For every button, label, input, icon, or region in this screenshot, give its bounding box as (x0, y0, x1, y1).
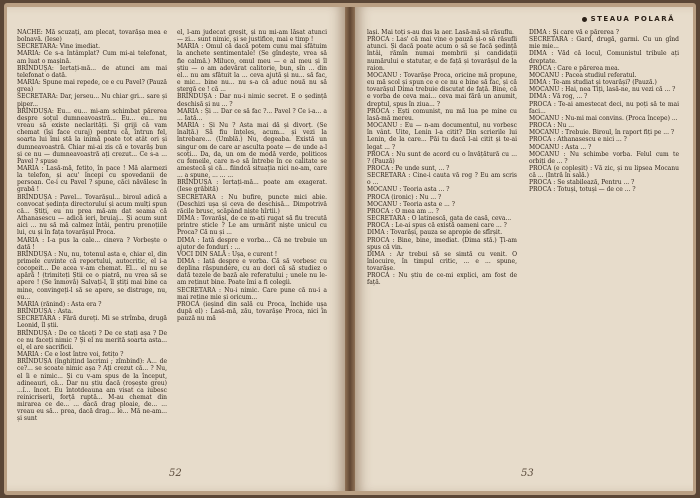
book-gutter (345, 7, 355, 491)
dialogue-paragraph: SECRETARA : Fără dureți. Mi se strîmba, drugă Leonid, îl știi. (17, 315, 167, 330)
dialogue-paragraph: PROCA : Te-ai amestecat deci, nu poți să te mai faci... (529, 100, 679, 115)
dialogue-paragraph: DIMA : Iată despre e vorba... Că ne trebuie un ajutor de fonduri : ... (177, 236, 327, 251)
dialogue-paragraph: BRÎNDUȘA : Pavel... Tovarășul... biroul adică a convocat ședința directorului și acum mulți spun că... Știți, eu nu prea mă-am dat seama că Athanasescu — adică ieri, bruiaj... Și acum sunt aici ... nu să mă calmez întâi, pentru prenoțiile lui, cu și în fața tovarășul Proca. (17, 193, 167, 237)
dialogue-paragraph: DIMA : Iată despre e vorba. Că să vorbesc cu deplina răspundere, cu au dori că să studiez o dată tezele de bază ale referatului ; unele nu le-am reținut bine. Poate îmi a fi colegii. (177, 258, 327, 287)
dialogue-paragraph: PROCA : O mea am ... ? (367, 207, 439, 215)
running-header (582, 15, 675, 23)
dialogue-paragraph: PROCA : Care e părerea mea. (529, 64, 620, 72)
dialogue-paragraph: BRÎNDUȘA (înghițind lacrimi ; zîmbind): A... de ce?... se scoate nimic așa ? Ați crezut că... ? Nu, el îi e nimic... Și cu v-am spus de la început, adineauri, că... Dar nu știu dacă (roșește greu) ...î... încet. Eu întotdeauna am visat ca iubesc reinicriserii, forță ruptă... M-au chemat din mirarea ce de... ... dacă drag ploaie, de... ... vreau eu să... prea, dacă drag... le... Mă ne-am... și sunt (17, 358, 167, 423)
dialogue-paragraph: SECRETARA: Dar, jerseu... Nu chiar gri... sare și piper... (17, 93, 167, 108)
dialogue-paragraph: BRÎNDUȘA: Iertați-mă... de atunci am mai telefonat o dată. (17, 64, 167, 79)
running-header-text: STEAUA POLARĂ (590, 15, 675, 23)
dialogue-paragraph: BRÎNDUȘA : Dar nu-i nimic secret. E o ședință deschisă și nu ... ? (177, 93, 327, 108)
dialogue-paragraph: PROCA : Se stabilează, Pentru ... ? (529, 179, 635, 187)
dialogue-paragraph: SECRETARA : Nu-i nimic. Care pune că nu-i a mai reține mie și oricum... (177, 286, 327, 301)
dialogue-paragraph: VOCI DIN SALĂ : Ușa, e curent ! (177, 250, 278, 258)
dialogue-paragraph: BRÎNDUȘA : Nu, nu, totenul asta e, chiar el, din primele cuvinte că reportului, autocritic, el i-a cocopeit... De acea v-am chemat. El... el nu se apără ! (trimiteți Știi ce o piatră, nu vrea să se apere ! (Se înmovă) Salvați-l, îl știți mai bine ca mine, convingeți-l să se apere, se distruge, nu, eu... (17, 250, 167, 301)
bullet-icon (582, 17, 587, 22)
dialogue-paragraph: MOCANU : Trebuie. Biroul, în raport fiți pe ... ? (529, 129, 675, 137)
dialogue-paragraph: PROCA : Las' că mai vine o pauză și-o să răsufli atunci. Și dacă poate acum o să se facă ședință întâi, rămîn numai membrii și candidații numărului e statutar, e de față și tovarășul de la raion. (367, 36, 517, 72)
dialogue-paragraph: PROCA (ieșind din sală cu Proca, închide ușa după el) : Lasă-mă, zău, tovarășe Proca, nici în pauză nu mă (177, 300, 327, 323)
dialogue-paragraph: MOCANU : Asta ... ? (529, 143, 592, 151)
right-page-column-2 (529, 29, 679, 459)
left-page-column-2 (177, 29, 327, 459)
dialogue-paragraph: MARIA : I-a pus la cale... cineva ? Vorbește o dată ! (17, 236, 167, 251)
dialogue-paragraph: MARIA (rănind) : Asta era ? (17, 300, 102, 308)
dialogue-paragraph: el, l-am judecat greșit, și nu mi-am lăsat atunci — zi... sunt nimic, și se justifice, mai e timp ! (177, 29, 327, 44)
dialogue-paragraph: PROCA : Nu știu de ce-mi explici, am fost de față. (367, 272, 517, 287)
dialogue-paragraph: PROCA : Le-ai spus că există oameni care ... ? (367, 222, 507, 230)
dialogue-paragraph: MARIA: Ce s-a întâmplat? Cum mi-ai telefonat, am luat o mașină. (17, 50, 167, 65)
dialogue-paragraph: MARIA : Și Nu ? Asta mai dă și divorț. (Se înalță.) Să fiu înțeles, acum... și vezi la întrebare... (Umblă.) Nu, degeaba. Există un singur om de care ar asculta poate — de unde a-l scoți... Da, da, un om de modă verde, politicos cu femeile, care n-o să întrebe în ce calitate se amestecă și că... fiindcă situația nici ne-am, care ... a spune, ... ... ... (177, 122, 327, 180)
dialogue-paragraph: PROCA : Ești comunist, nu mă lua pe mine cu lasă-mă mereu. (367, 107, 517, 122)
dialogue-paragraph: SECRETARA : Gard, drugă, garmi. Cu un gînd mie mie... (529, 36, 679, 51)
dialogue-paragraph: MOCANU : Pacea studiul referatul. (529, 71, 637, 79)
right-page (355, 7, 693, 491)
dialogue-paragraph: lași. Mai toți s-au dus la aer. Lasă-mă să răsuflu. (367, 29, 514, 36)
dialogue-paragraph: MOCANU : Tovarășe Proca, oricine mă propune, eu mă scol și spun ce e ce nu e bine să fac, și că tovarășul Dima trebuie discutat de față. Bine, că e vorba de ceva mai... ceva mai fără un anumit, dreptul, spus în ziua... ? (367, 71, 517, 108)
right-page-column-1 (367, 29, 517, 459)
dialogue-paragraph: MARIA : Omul că dacă potem cunu mai sfătuim la anchete sentimentale! (Se gîndește, vrea să fie calmă.) Miluco, omul meu — e al meu și îl știu — o am adevărat calitorie, bun, sîn ... din el... nu am sfătuit la ... ceva ajută și nu... să fac, e mic... bine nu... nu s-a că aduc nouă nu să ștergă ce ! că ... (177, 43, 327, 94)
dialogue-paragraph: PROCA (ironic) : Nu ... ? (367, 193, 442, 201)
page-number-left: 52 (169, 468, 182, 479)
dialogue-paragraph: MARIA : Lasă-mă, fetițo, în pace ! Mă alarmezi la telefon, și acu' începi cu spovedanii de persoan. Ce-i cu Pavel ? spune, căci năvălesc în grabă ! (17, 164, 167, 194)
dialogue-paragraph: SECRETARA: Vine imediat. (17, 43, 101, 51)
left-page (7, 7, 345, 491)
dialogue-paragraph: BRÎNDUȘA : Asta. (17, 308, 74, 316)
dialogue-paragraph: MOCANU : Nu schimbe vorba. Felul cum te orbiți de ... ? (529, 150, 679, 165)
dialogue-paragraph: SECRETARA : Nu bufire, puncte mici abie. (Deschizi ușa și ceva de deschisă... Dimpotrivă răcile brusc, scăpând niște hîrtii.) (177, 193, 327, 215)
dialogue-paragraph: BRÎNDUȘA : De ce tăceți ? De ce stați așa ? De ce nu faceți nimic ? Și el nu merită soarta asta... el, el are sacrificii. (17, 329, 167, 351)
dialogue-paragraph: PROCA : Totuși, totuși — de ce ... ? (529, 186, 636, 194)
dialogue-paragraph: BRÎNDUȘA: Eu... eu... mi-am schimbat părerea despre soțul dumneavoastră... Eu... eu... nu vreau să existe neclarități. Și griji că vam chemat (își face curaj) pentru că, întrun fel, soarta lui îmi stă la inimă poate tot atât ori și dumneavoastră. Chiar mi-ai zis că e tovarăș bun și ce nu — dumneavoastră ați crezut... Ce s-a ... Pavel ? spuse (17, 107, 167, 165)
dialogue-paragraph: DIMA : Ar trebui să se simtă cu venit. O înlocuire, în timpul critic, ... e ... spune, tovarășe. (367, 250, 517, 273)
dialogue-paragraph: PROCA : Nu sunt de acord cu o învățătură cu ... ? (Pauză) (367, 150, 517, 165)
dialogue-paragraph: MOCANU : Hai, nea Tiți, lasă-ne, nu vezi că ... ? (529, 86, 676, 94)
dialogue-paragraph: PROCA : Pe unde sunt, ... ? (367, 164, 450, 172)
dialogue-paragraph: MARIA: Spune mai repede, ce e cu Pavel? (Pauză grea) (17, 79, 167, 94)
dialogue-paragraph: DIMA : Tovarăși, pauza se apropie de sfîrșit. (367, 229, 503, 237)
dialogue-paragraph: BRÎNDUȘA : Iertați-mă... poate am exagerat. (Iese grăbită) (177, 179, 327, 194)
dialogue-paragraph: SECRETARA : Cine-i cauta vă rog ? Eu am scris o ... (367, 172, 517, 187)
dialogue-paragraph: MARIA : Și ... Dar ce să fac ?... Pavel ? Ce i-a... a ... Iată... (177, 107, 327, 122)
dialogue-paragraph: PROCA (e copleșit) : Vă zic, și nu lipsea Mocanu că ... (Intră în sală.) (529, 164, 679, 180)
left-page-column-1 (17, 29, 167, 459)
dialogue-paragraph: DIMA : Vă rog, ... ? (529, 93, 588, 101)
dialogue-paragraph: DIMA : Te-am studiat și tovarăși? (Pauză.) (529, 79, 657, 87)
dialogue-paragraph: MOCANU : Nu-mi mai convins. (Proca începe) ... (529, 114, 678, 122)
dialogue-paragraph: DIMA : Și care vă e părerea ? (529, 29, 619, 36)
dialogue-paragraph: MARIA : Ce e lost între voi, fetițo ? (17, 351, 124, 359)
dialogue-paragraph: MOCANU : Teoria asta ... ? (367, 186, 450, 194)
dialogue-paragraph: SECRETARA : O latinescă, gata de casă, ceva... (367, 215, 512, 223)
dialogue-paragraph: MOCANU : Eu — n-am documentul, nu vorbesc în vânt. Uite, Lenin l-a citit? Din scrierile lui Lenin, de la care... Păi tu dacă l-ai citit și te-ai legat ... ? (367, 122, 517, 151)
dialogue-paragraph: PROCA : Nu ... (529, 122, 574, 130)
dialogue-paragraph: DIMA : Văd că locul, Comunistul tribule ați dreptate. (529, 50, 679, 65)
dialogue-paragraph: MOCANU : Teoria asta e ... ? (367, 200, 455, 208)
dialogue-paragraph: NACHE: Mă scuzați, am plecat, tovarășa mea e bolnavă. (Iese) (17, 29, 167, 44)
dialogue-paragraph: PROCA : Bine, bine, imediat. (Dima stă.) Ți-am spus că vin. (367, 236, 517, 251)
dialogue-paragraph: PROCA : Athanasescu e nici ... ? (529, 136, 627, 144)
open-book (4, 3, 696, 495)
page-number-right: 53 (521, 468, 534, 479)
dialogue-paragraph: DIMA : Tovarăși, de ce m-ați rugat să fiu trecută printre sticle ? Le am urmărit niște unicul cu Proca? Că nu și ... (177, 215, 327, 237)
